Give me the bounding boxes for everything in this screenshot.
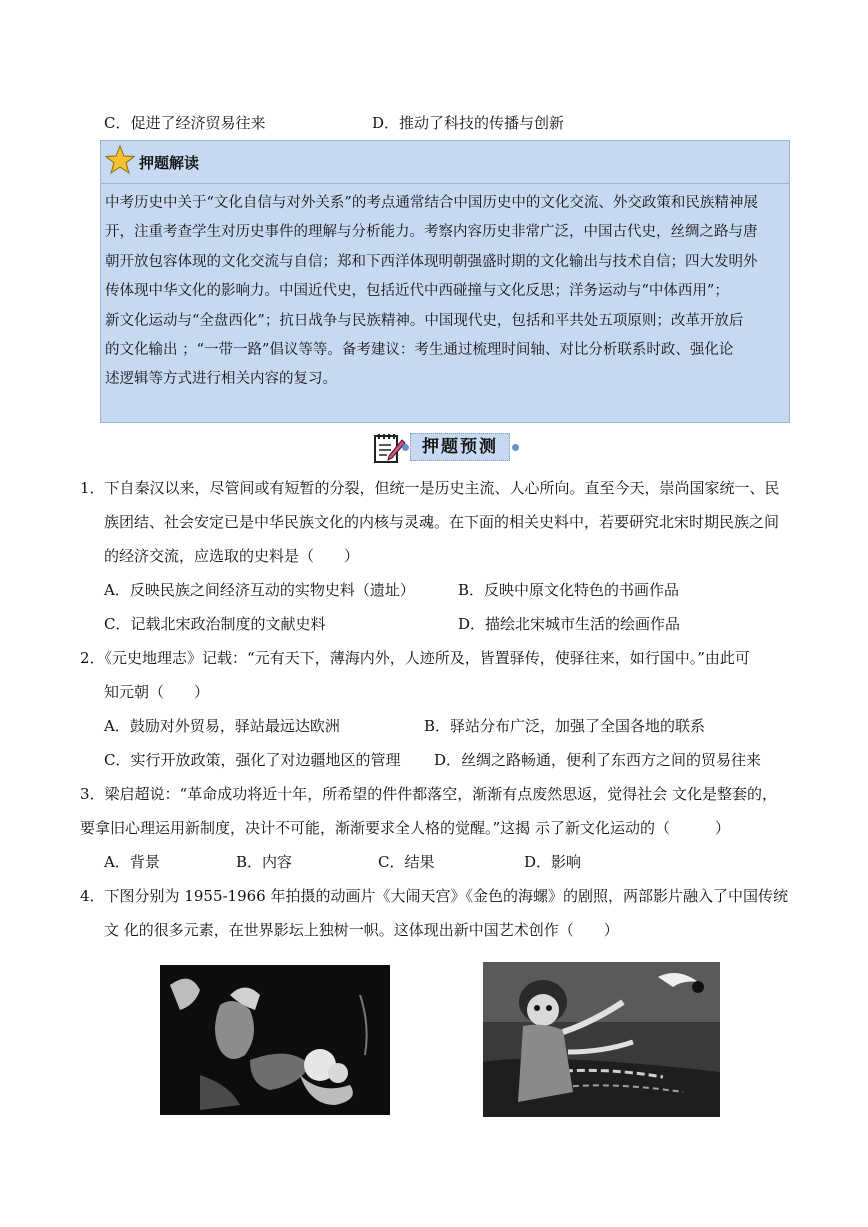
q1-option-d: D．描绘北宋城市生活的绘画作品 [458,615,681,633]
still-image-golden-conch [483,962,720,1117]
q1-option-a: A．反映民族之间经济互动的实物史料（遗址） [104,581,415,599]
interpretation-line: 的文化输出 ；“一带一路”倡议等等。备考建议：考生通过梳理时间轴、对比分析联系时政、强化论 [105,342,734,359]
banner-dot-left [402,444,409,451]
interpretation-title: 押题解读 [139,154,200,172]
q2-stem-line: 知元朝（ ） [104,683,210,701]
prediction-title: 押题预测 [410,433,510,461]
q4-stem-line: 文 化的很多元素，在世界影坛上独树一帜。这体现出新中国艺术创作（ ） [104,921,619,939]
q1-option-b: B．反映中原文化特色的书画作品 [458,581,680,599]
q3-option-d: D．影响 [524,853,582,871]
option-d-top: D．推动了科技的传播与创新 [372,114,565,132]
interpretation-line: 中考历史中关于“文化自信与对外关系”的考点通常结合中国历史中的文化交流、外交政策和民族精神展 [105,195,758,211]
q2-option-c: C．实行开放政策，强化了对边疆地区的管理 [104,751,401,769]
q3-stem-line: 要拿旧心理运用新制度，决计不可能，渐渐要求全人格的觉醒。”这揭 示了新文化运动的（ ） [80,819,730,837]
interpretation-box [100,140,790,423]
q1-option-c: C．记载北宋政治制度的文献史料 [104,615,326,633]
interpretation-line: 传体现中华文化的影响力。中国近代史，包括近代中西碰撞与文化反思；洋务运动与“中体西用”； [105,283,729,300]
q1-stem-line: 1．下自秦汉以来，尽管间或有短暂的分裂，但统一是历史主流、人心所向。直至今天，崇尚国家统一、民 [80,479,780,497]
interpretation-line: 朝开放包容体现的文化交流与自信；郑和下西洋体现明朝强盛时期的文化输出与技术自信；四大发明外 [105,253,758,270]
q3-option-b: B．内容 [236,853,293,871]
banner-dot-right [512,444,519,451]
q2-stem-line: 2．《元史地理志》记载：“元有天下，薄海内外，人迹所及，皆置驿传，使驿往来，如行国中。”由此可 [80,649,750,667]
q3-option-a: A．背景 [104,853,160,871]
star-icon [105,145,135,175]
prediction-banner [372,428,522,468]
q2-option-d: D．丝绸之路畅通，便利了东西方之间的贸易往来 [434,751,762,769]
q1-stem-line: 的经济交流，应选取的史料是（ ） [104,547,360,565]
q1-stem-line: 族团结、社会安定已是中华民族文化的内核与灵魂。在下面的相关史料中，若要研究北宋时期民族之间 [104,513,780,531]
q2-option-b: B．驿站分布广泛，加强了全国各地的联系 [424,717,706,735]
interpretation-line: 述逻辑等方式进行相关内容的复习。 [105,371,337,388]
interpretation-body [105,189,789,395]
notepad-icon [372,430,406,464]
q3-stem-line: 3．梁启超说：“革命成功将近十年，所希望的件件都落空，渐渐有点废然思返，觉得社会 文化是整套的， [80,785,777,803]
interpretation-header [101,141,789,184]
still-image-havoc-in-heaven [160,965,390,1115]
option-c-top: C．促进了经济贸易往来 [104,114,266,132]
q3-option-c: C．结果 [378,853,435,871]
q2-option-a: A．鼓励对外贸易，驿站最远达欧洲 [104,717,340,735]
interpretation-line: 新文化运动与“全盘西化”；抗日战争与民族精神。中国现代史，包括和平共处五项原则；改革开放后 [105,312,744,329]
interpretation-line: 开，注重考查学生对历史事件的理解与分析能力。考察内容历史非常广泛，中国古代史，丝绸之路与唐 [105,224,758,241]
q4-stem-line: 4．下图分别为 1955-1966 年拍摄的动画片《大闹天宫》《金色的海螺》的剧照，两部影片融入了中国传统 [80,887,788,905]
